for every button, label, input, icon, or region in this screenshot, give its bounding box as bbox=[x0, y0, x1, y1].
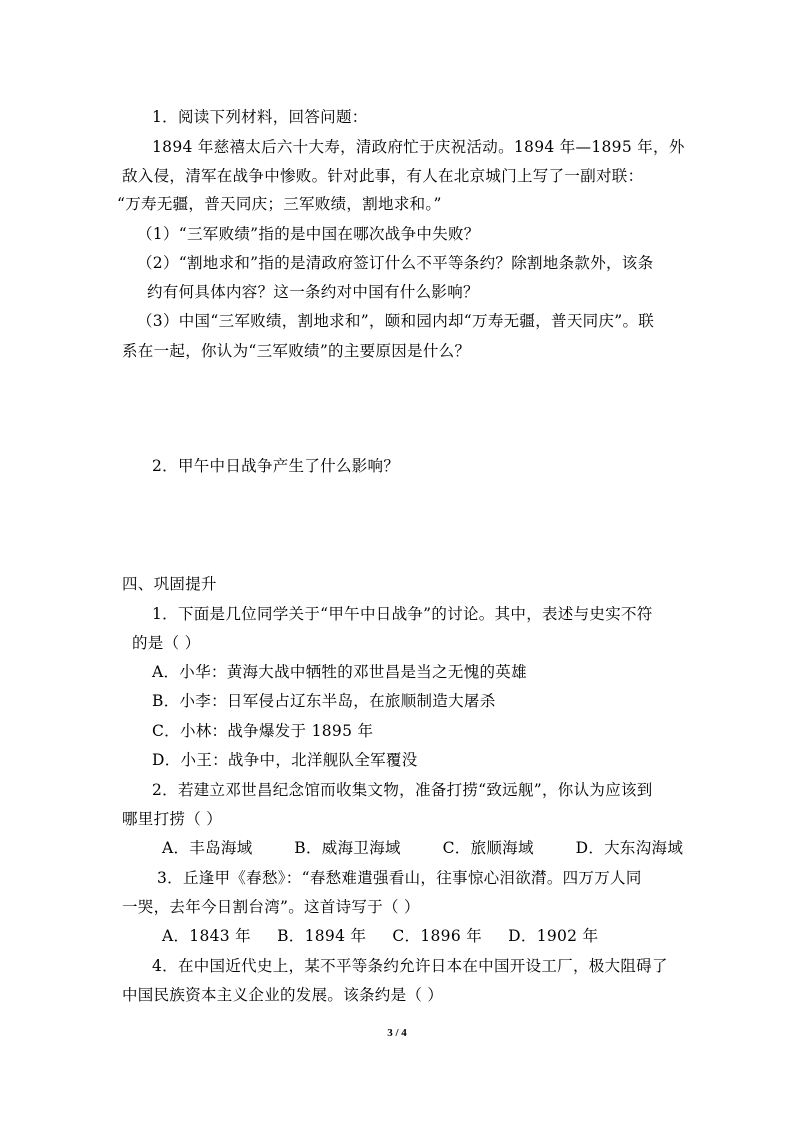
s4-q4-stem-line-1: 4．在中国近代史上，某不平等条约允许日本在中国开设工厂，极大阻碍了 bbox=[152, 957, 668, 975]
s4-q2-stem-line-1: 2．若建立邓世昌纪念馆而收集文物，准备打捞“致远舰”，你认为应该到 bbox=[152, 781, 653, 799]
s4-q1-option-b: B．小李：日军侵占辽东半岛，在旅顺制造大屠杀 bbox=[152, 692, 496, 710]
q1-sub-question-3-line-1: （3）中国“三军败绩，割地求和”，颐和园内却“万寿无疆，普天同庆”。联 bbox=[137, 312, 655, 330]
q1-material-line-2: 敌入侵，清军在战争中惨败。针对此事，有人在北京城门上写了一副对联： bbox=[122, 167, 644, 185]
s4-q1-stem-line-2: 的是（ ） bbox=[132, 634, 201, 652]
s4-q1-option-d: D．小王：战争中，北洋舰队全军覆没 bbox=[152, 751, 418, 769]
s4-q1-option-c: C．小林：战争爆发于 1895 年 bbox=[152, 722, 374, 740]
s4-q4-stem-line-2: 中国民族资本主义企业的发展。该条约是（ ） bbox=[122, 986, 444, 1004]
s4-q3-options: A．1843 年 B．1894 年 C．1896 年 D．1902 年 bbox=[162, 927, 599, 945]
q1-material-line-3: “万寿无疆，普天同庆；三军败绩，割地求和。” bbox=[117, 195, 442, 213]
s4-q3-stem-line-1: 3．丘逢甲《春愁》：“春愁难遣强看山，往事惊心泪欲潸。四万万人同 bbox=[157, 869, 642, 887]
s4-q2-stem-line-2: 哪里打捞（ ） bbox=[122, 810, 223, 828]
section-title: 四、巩固提升 bbox=[122, 575, 217, 593]
q1-sub-question-2-line-2: 约有何具体内容？这一条约对中国有什么影响？ bbox=[147, 283, 479, 301]
q1-sub-question-1: （1）“三军败绩”指的是中国在哪次战争中失败？ bbox=[137, 225, 480, 243]
s4-q1-option-a: A．小华：黄海大战中牺牲的邓世昌是当之无愧的英雄 bbox=[152, 663, 527, 681]
s4-q3-stem-line-2: 一哭，去年今日割台湾”。这首诗写于（ ） bbox=[122, 898, 420, 916]
s4-q2-options: A．丰岛海域 B．威海卫海域 C．旅顺海域 D．大东沟海域 bbox=[162, 839, 684, 857]
q1-sub-question-2-line-1: （2）“割地求和”指的是清政府签订什么不平等条约？除割地条款外，该条 bbox=[137, 254, 654, 272]
s4-q1-stem-line-1: 1．下面是几位同学关于“甲午中日战争”的讨论。其中，表述与史实不符 bbox=[152, 605, 653, 623]
q1-sub-question-3-line-2: 系在一起，你认为“三军败绩”的主要原因是什么？ bbox=[122, 342, 471, 360]
q1-heading: 1．阅读下列材料，回答问题： bbox=[152, 108, 368, 126]
page-number: 3 / 4 bbox=[387, 1027, 407, 1039]
q1-material-line-1: 1894 年慈禧太后六十大寿，清政府忙于庆祝活动。1894 年—1895 年，外 bbox=[152, 138, 685, 156]
q2-heading: 2．甲午中日战争产生了什么影响？ bbox=[152, 457, 400, 475]
